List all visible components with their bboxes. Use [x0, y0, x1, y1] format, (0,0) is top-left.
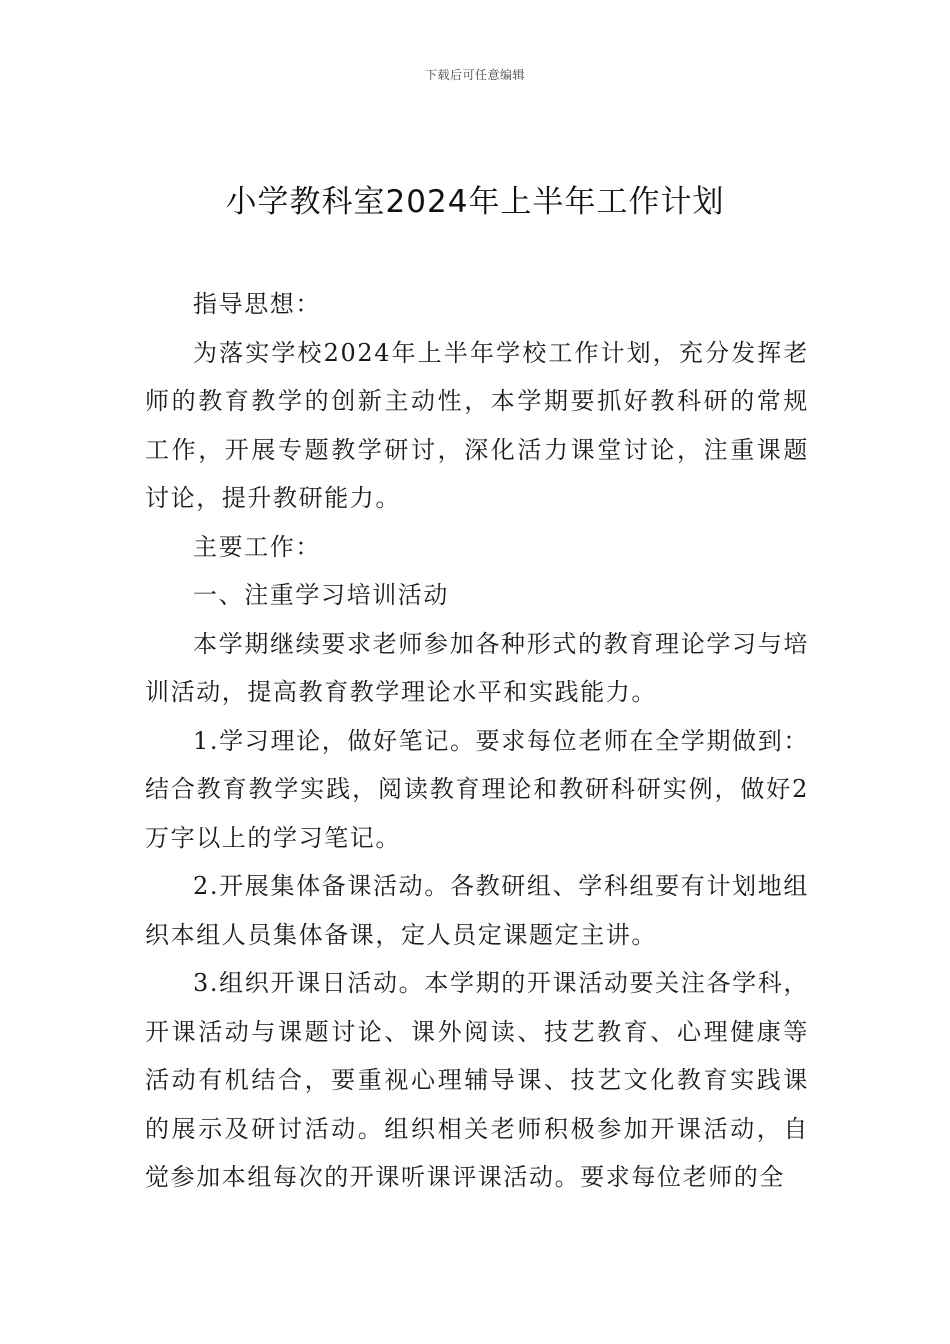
paragraph-section-one-heading: 一、注重学习培训活动: [193, 581, 449, 609]
page-header-note: 下载后可任意编辑: [424, 68, 525, 82]
paragraph-item-3: 3.组织开课日活动。本学期的开课活动要关注各学科，开课活动与课题讨论、课外阅读、技艺教育、心理健康等活动有机结合，要重视心理辅导课、技艺文化教育实践课的展示及研讨活动。组织相关老师积极参加开课活动，自觉参加本组每次的开课听课评课活动。要求每位老师的全: [145, 969, 809, 1191]
paragraph-main-work-heading: 主要工作：: [193, 532, 321, 561]
document-body: [145, 280, 809, 1202]
paragraph-guiding-heading: 指导思想：: [193, 290, 321, 318]
paragraph-section-one-text: 本学期继续要求老师参加各种形式的教育理论学习与培训活动，提高教育教学理论水平和实践能力。: [145, 629, 809, 706]
paragraph-guiding-text: 为落实学校2024年上半年学校工作计划，充分发挥老师的教育教学的创新主动性，本学期要抓好教科研的常规工作，开展专题教学研讨，深化活力课堂讨论，注重课题讨论，提升教研能力。: [145, 338, 809, 512]
paragraph-item-2: 2.开展集体备课活动。各教研组、学科组要有计划地组织本组人员集体备课，定人员定课题定主讲。: [145, 872, 809, 949]
document-title: 小学教科室2024年上半年工作计划: [225, 184, 725, 220]
paragraph-item-1: 1.学习理论，做好笔记。要求每位老师在全学期做到：结合教育教学实践，阅读教育理论和教研科研实例，做好2万字以上的学习笔记。: [145, 726, 809, 852]
